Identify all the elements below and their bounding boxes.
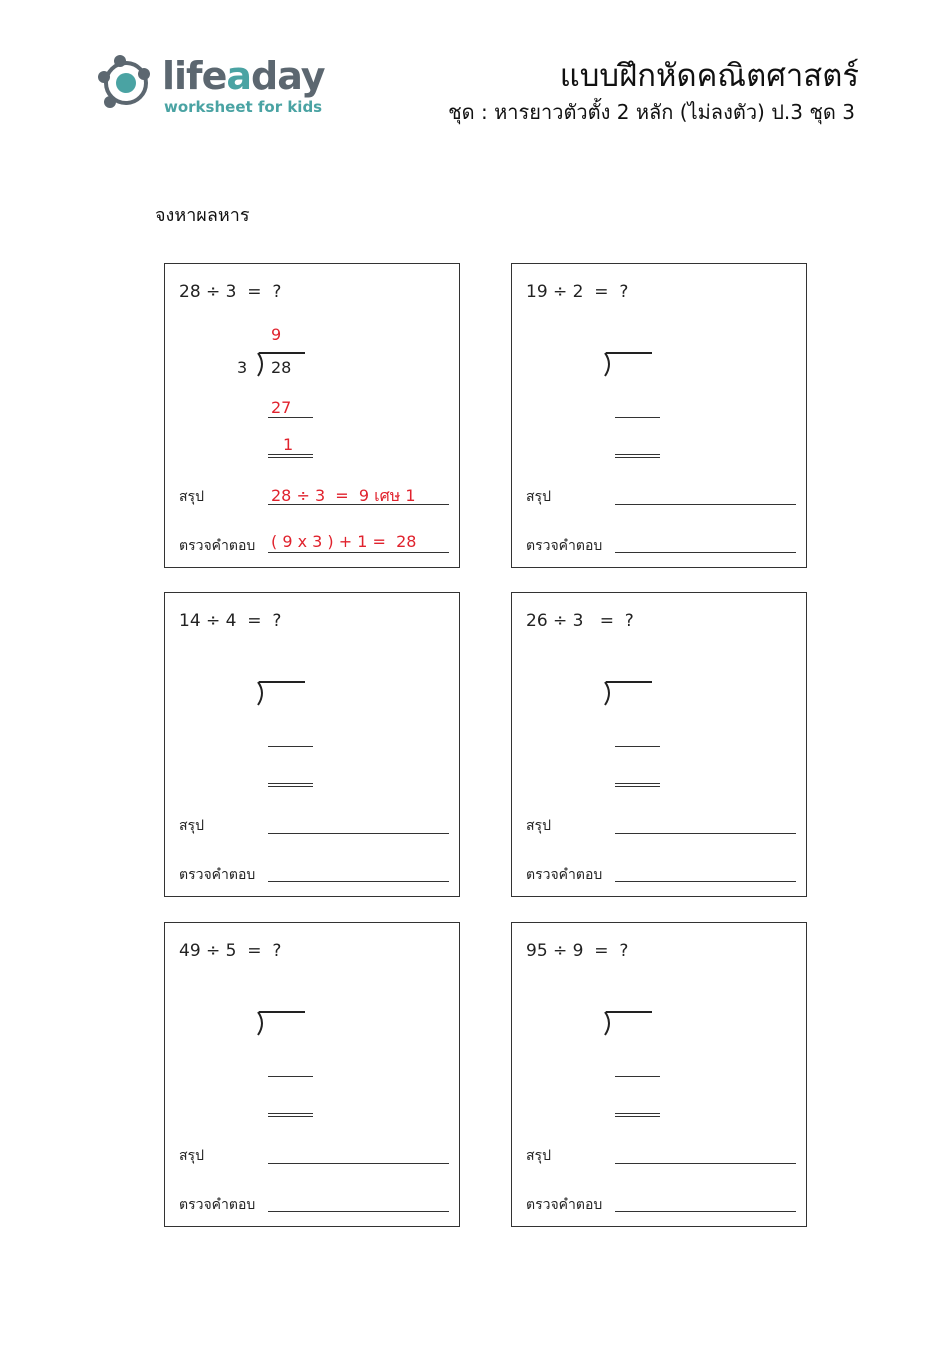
remainder-double-line [268,454,313,455]
problem-question: 95 ÷ 9 = ? [526,941,629,961]
summary-label: สรุป [179,818,204,834]
subtraction-line [268,746,313,747]
long-division-bracket-icon [600,349,652,379]
long-division-bracket-icon [600,1008,652,1038]
problem-card-5 [164,922,460,1227]
summary-answer-line [268,504,449,505]
check-label: ตรวจคำตอบ [179,538,256,554]
check-label: ตรวจคำตอบ [179,1197,256,1213]
dividend: 28 [271,358,292,377]
check-label: ตรวจคำตอบ [526,1197,603,1213]
subtraction-line [615,746,660,747]
lifeaday-logo [96,50,336,120]
check-answer-line[interactable] [268,881,449,882]
check-answer-line[interactable] [615,552,796,553]
problem-card-2 [511,263,807,568]
remainder-double-line [268,1116,313,1117]
remainder-double-line [268,786,313,787]
problem-question: 49 ÷ 5 = ? [179,941,282,961]
summary-label: สรุป [526,489,551,505]
subtraction-line [268,1076,313,1077]
remainder-double-line [615,1113,660,1114]
instruction-text: จงหาผลหาร [155,205,250,226]
summary-label: สรุป [179,1148,204,1164]
remainder-double-line [268,783,313,784]
page-title: แบบฝึกหัดคณิตศาสตร์ [559,58,859,94]
summary-answer-line[interactable] [615,1163,796,1164]
check-label: ตรวจคำตอบ [526,538,603,554]
remainder-double-line [615,1116,660,1117]
remainder-double-line [268,1113,313,1114]
subtraction-line [615,1076,660,1077]
quotient: 9 [271,325,282,344]
problem-card-4 [511,592,807,897]
summary-answer-line[interactable] [615,504,796,505]
remainder-double-line [268,457,313,458]
summary-label: สรุป [526,1148,551,1164]
summary-answer-line[interactable] [615,833,796,834]
remainder: 1 [283,435,294,454]
check-answer-line[interactable] [615,881,796,882]
subtraction-line [615,417,660,418]
subtraction-line [268,417,313,418]
problem-question: 14 ÷ 4 = ? [179,611,282,631]
summary-answer: 28 ÷ 3 = 9 เศษ 1 [271,486,416,505]
remainder-double-line [615,454,660,455]
problem-question: 19 ÷ 2 = ? [526,282,629,302]
page-subtitle: ชุด : หารยาวตัวตั้ง 2 หลัก (ไม่ลงตัว) ป.3 ชุด 3 [448,100,855,124]
summary-label: สรุป [526,818,551,834]
logo-tagline: worksheet for kids [164,98,323,116]
check-answer-line[interactable] [615,1211,796,1212]
summary-answer-line[interactable] [268,833,449,834]
molecule-logo-icon [96,50,162,116]
remainder-double-line [615,783,660,784]
remainder-double-line [615,786,660,787]
logo-wordmark: lifeaday [162,54,325,98]
check-label: ตรวจคำตอบ [526,867,603,883]
divisor: 3 [237,358,248,377]
long-division-bracket-icon [253,678,305,708]
check-answer: ( 9 x 3 ) + 1 = 28 [271,532,417,551]
problem-question: 28 ÷ 3 = ? [179,282,282,302]
check-label: ตรวจคำตอบ [179,867,256,883]
long-division-bracket-icon [253,1008,305,1038]
summary-answer-line[interactable] [268,1163,449,1164]
summary-label: สรุป [179,489,204,505]
long-division-bracket-icon [600,678,652,708]
subtraction-product: 27 [271,398,292,417]
remainder-double-line [615,457,660,458]
problem-question: 26 ÷ 3 = ? [526,611,634,631]
problem-card-6 [511,922,807,1227]
check-answer-line [268,552,449,553]
problem-card-3 [164,592,460,897]
problem-card-1 [164,263,460,568]
check-answer-line[interactable] [268,1211,449,1212]
